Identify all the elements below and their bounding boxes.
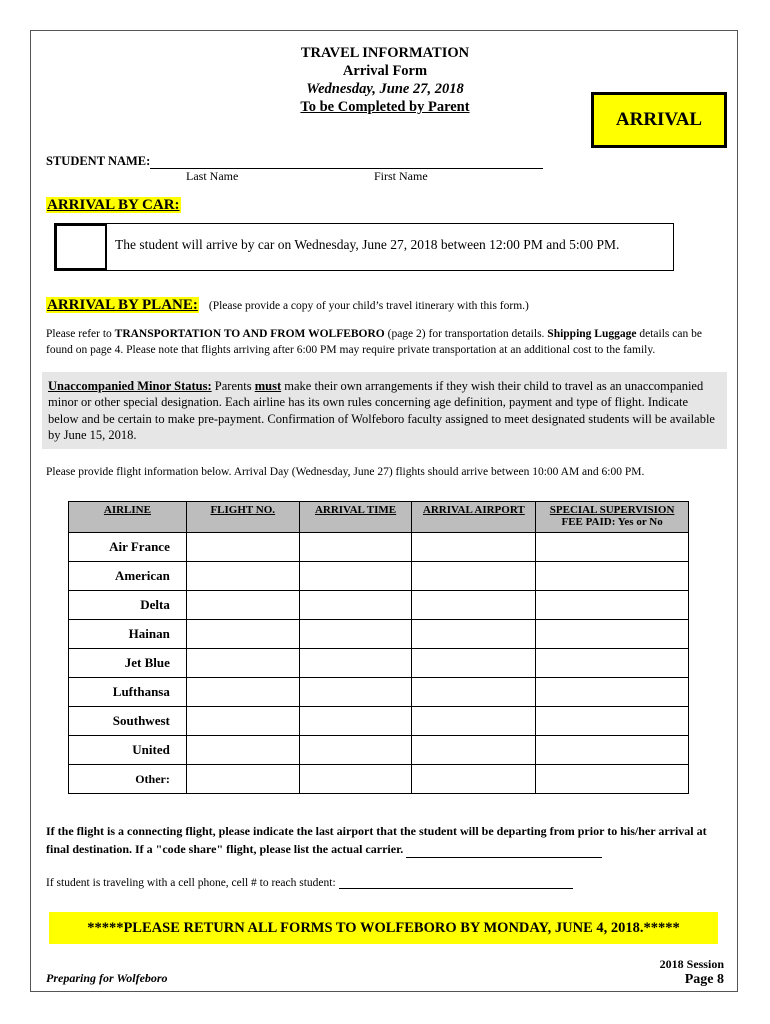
table-row [69,620,689,649]
transportation-reference: Please refer to TRANSPORTATION TO AND FROM WOLFEBORO (page 2) for transportation details. Shipping Luggage details can be found on page 4. Please note that flights arriving after 6:00 PM may require private transportation at an additional cost to the family. [46,328,702,356]
arrival-time-cell[interactable] [299,765,412,794]
airline-name: American [69,562,187,591]
arrival-airport-cell[interactable] [412,765,536,794]
airline-name: Other: [69,765,187,794]
header-flight-no: FLIGHT NO. [186,502,299,533]
arrival-airport-cell[interactable] [412,620,536,649]
supervision-fee-cell[interactable] [536,736,689,765]
form-name: Arrival Form [342,63,428,79]
page-number: Page 8 [684,972,724,987]
airline-name: Hainan [69,620,187,649]
cell-phone-field[interactable] [339,876,573,889]
arrival-by-car-heading: ARRIVAL BY CAR: [47,197,180,213]
car-option-text: The student will arrive by car on Wednesday, June 27, 2018 between 12:00 PM and 5:00 PM. [115,237,620,252]
flight-table [68,501,689,794]
unaccompanied-minor-text: Unaccompanied Minor Status: Parents must make their own arrangements if they wish their child to travel as an unaccompanied minor or other special designation. Each airline has its own rules concerning age definition, payment and type of flight. Indicate below and be certain to make pre-payment. Confirmation of Wolfeboro faculty assigned to meet designated students will be available by June 15, 2018. [48,379,715,442]
last-name-label: Last Name [186,169,239,183]
table-row [69,678,689,707]
form-title: TRAVEL INFORMATION [300,45,470,61]
header-airline: AIRLINE [69,502,187,533]
airline-name: United [69,736,187,765]
student-name-field[interactable] [150,156,543,169]
supervision-fee-cell[interactable] [536,765,689,794]
flight-no-cell[interactable] [186,562,299,591]
table-header-row [69,502,689,533]
arrival-by-plane-heading: ARRIVAL BY PLANE: [47,297,198,313]
arrival-time-cell[interactable] [299,736,412,765]
flight-instructions: Please provide flight information below. Arrival Day (Wednesday, June 27) flights should arrive between 10:00 AM and 6:00 PM. [46,466,645,478]
car-option-box [54,223,674,271]
arrival-airport-cell[interactable] [412,533,536,562]
arrival-time-cell[interactable] [299,533,412,562]
unaccompanied-minor-box [42,372,727,449]
header-arrival-time: ARRIVAL TIME [299,502,412,533]
arrival-time-cell[interactable] [299,591,412,620]
flight-no-cell[interactable] [186,649,299,678]
header-arrival-airport: ARRIVAL AIRPORT [412,502,536,533]
table-row [69,533,689,562]
airline-name: Lufthansa [69,678,187,707]
table-row [69,591,689,620]
supervision-fee-cell[interactable] [536,707,689,736]
arrival-time-cell[interactable] [299,707,412,736]
arrival-time-cell[interactable] [299,562,412,591]
flight-no-cell[interactable] [186,533,299,562]
session-label: 2018 Session [659,957,724,971]
supervision-fee-cell[interactable] [536,562,689,591]
flight-no-cell[interactable] [186,591,299,620]
arrival-airport-cell[interactable] [412,591,536,620]
arrival-airport-cell[interactable] [412,649,536,678]
itinerary-note: (Please provide a copy of your child’s travel itinerary with this form.) [208,300,529,312]
supervision-fee-cell[interactable] [536,678,689,707]
arrival-by-plane-heading-row [46,296,529,314]
airline-name: Delta [69,591,187,620]
table-row [69,649,689,678]
cell-phone-row: If student is traveling with a cell phone, cell # to reach student: [46,876,573,889]
header-special-supervision: SPECIAL SUPERVISION FEE PAID: Yes or No [536,502,689,533]
supervision-fee-cell[interactable] [536,591,689,620]
arrival-airport-cell[interactable] [412,562,536,591]
table-row [69,707,689,736]
table-row [69,736,689,765]
table-row [69,765,689,794]
connecting-flight-field[interactable] [406,845,602,858]
student-name-row [46,154,543,169]
arrival-time-cell[interactable] [299,620,412,649]
arrival-time-cell[interactable] [299,649,412,678]
first-name-label: First Name [374,169,428,183]
table-row [69,562,689,591]
supervision-fee-cell[interactable] [536,620,689,649]
arrival-badge: ARRIVAL [591,92,727,148]
footer-page-info [660,956,724,988]
airline-name: Air France [69,533,187,562]
car-checkbox[interactable] [55,224,107,270]
airline-name: Southwest [69,707,187,736]
flight-no-cell[interactable] [186,765,299,794]
arrival-airport-cell[interactable] [412,707,536,736]
arrival-airport-cell[interactable] [412,678,536,707]
form-date: Wednesday, June 27, 2018 [306,81,464,97]
flight-no-cell[interactable] [186,736,299,765]
footer-title: Preparing for Wolfeboro [46,971,168,985]
student-name-label: STUDENT NAME: [46,154,151,168]
flight-no-cell[interactable] [186,707,299,736]
arrival-time-cell[interactable] [299,678,412,707]
supervision-fee-cell[interactable] [536,533,689,562]
airline-name: Jet Blue [69,649,187,678]
flight-no-cell[interactable] [186,678,299,707]
completed-by: To be Completed by Parent [300,99,470,115]
supervision-fee-cell[interactable] [536,649,689,678]
flight-no-cell[interactable] [186,620,299,649]
arrival-airport-cell[interactable] [412,736,536,765]
connecting-flight-question: If the flight is a connecting flight, please indicate the last airport that the student will be departing from prior to his/her arrival at final destination. If a "code share" flight, please list the actual carrier. [46,824,707,856]
return-forms-notice: *****PLEASE RETURN ALL FORMS TO WOLFEBORO BY MONDAY, JUNE 4, 2018.***** [49,912,718,944]
